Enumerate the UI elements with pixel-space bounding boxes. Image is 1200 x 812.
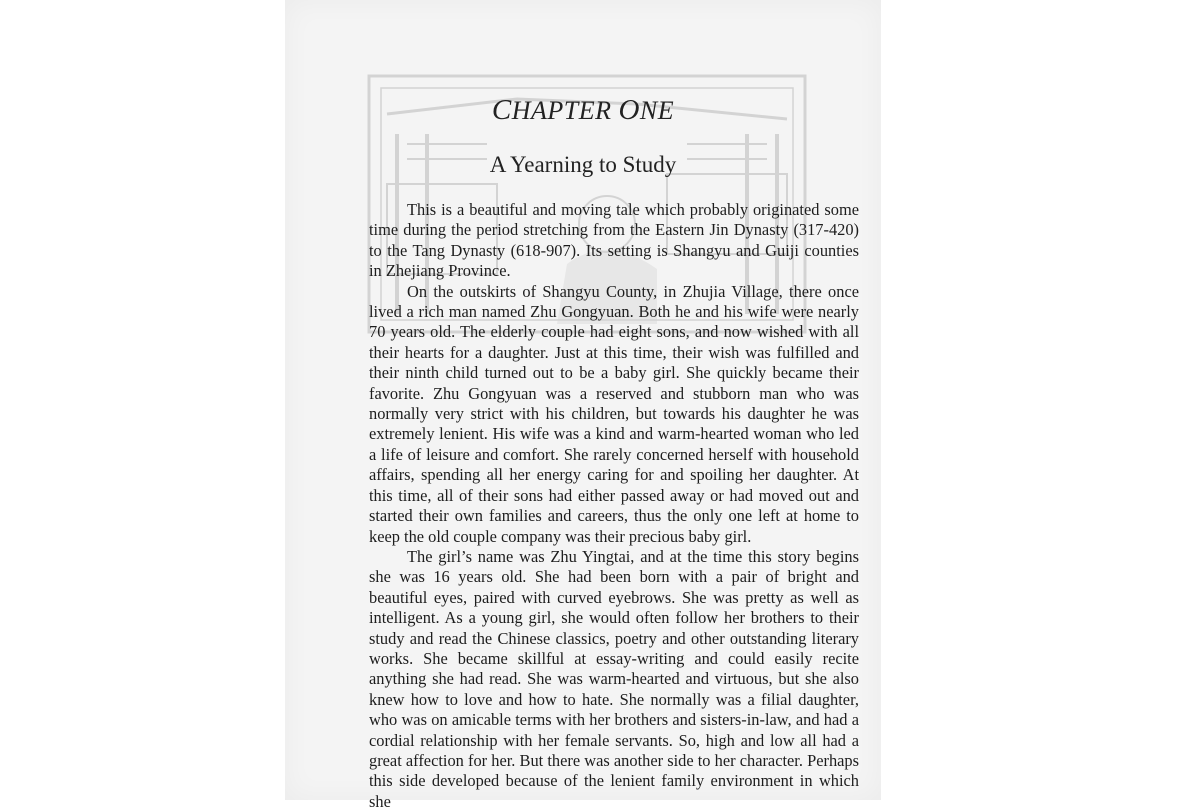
book-page (285, 0, 881, 811)
chapter-subtitle: A Yearning to Study (489, 152, 677, 177)
paragraph: This is a beautiful and moving tale which probably originated some time during the period stretching from the Eastern Jin Dynasty (317-420) to the Tang Dynasty (618-907). Its setting is Shangyu and Guiji counties in Zhejiang Province. (369, 200, 859, 281)
chapter-body (369, 200, 859, 812)
chapter-title: CHAPTER ONE (491, 94, 675, 126)
paragraph: The girl’s name was Zhu Yingtai, and at the time this story begins she was 16 years old. She had been born with a pair of bright and beautiful eyes, paired with curved eyebrows. She was pretty as well as intelligent. As a young girl, she would often follow her brothers to their study and read the Chinese classics, poetry and other outstanding literary works. She became skillful at essay-writing and could easily recite anything she had read. She was warm-hearted and virtuous, but she also knew how to love and how to hate. She normally was a filial daughter, who was on amicable terms with her brothers and sisters-in-law, and had a cordial relationship with her female servants. So, high and low all had a great affection for her. But there was another side to her character. Perhaps this side developed because of the lenient family environment in which she (369, 546, 859, 811)
paragraph: On the outskirts of Shangyu County, in Zhujia Village, there once lived a rich man named Zhu Gongyuan. Both he and his wife were nearly 70 years old. The elderly couple had eight sons, and now wished with all their hearts for a daughter. Just at this time, their wish was fulfilled and their ninth child turned out to be a baby girl. She quickly became their favorite. Zhu Gongyuan was a reserved and stubborn man who was normally very strict with his children, but towards his daughter he was extremely lenient. His wife was a kind and warm-hearted woman who led a life of leisure and comfort. She rarely concerned herself with household affairs, spending all her energy caring for and spoiling her daughter. At this time, all of their sons had either passed away or had moved out and started their own families and careers, thus the only one left at home to keep the old couple company was their precious baby girl. (369, 281, 859, 546)
